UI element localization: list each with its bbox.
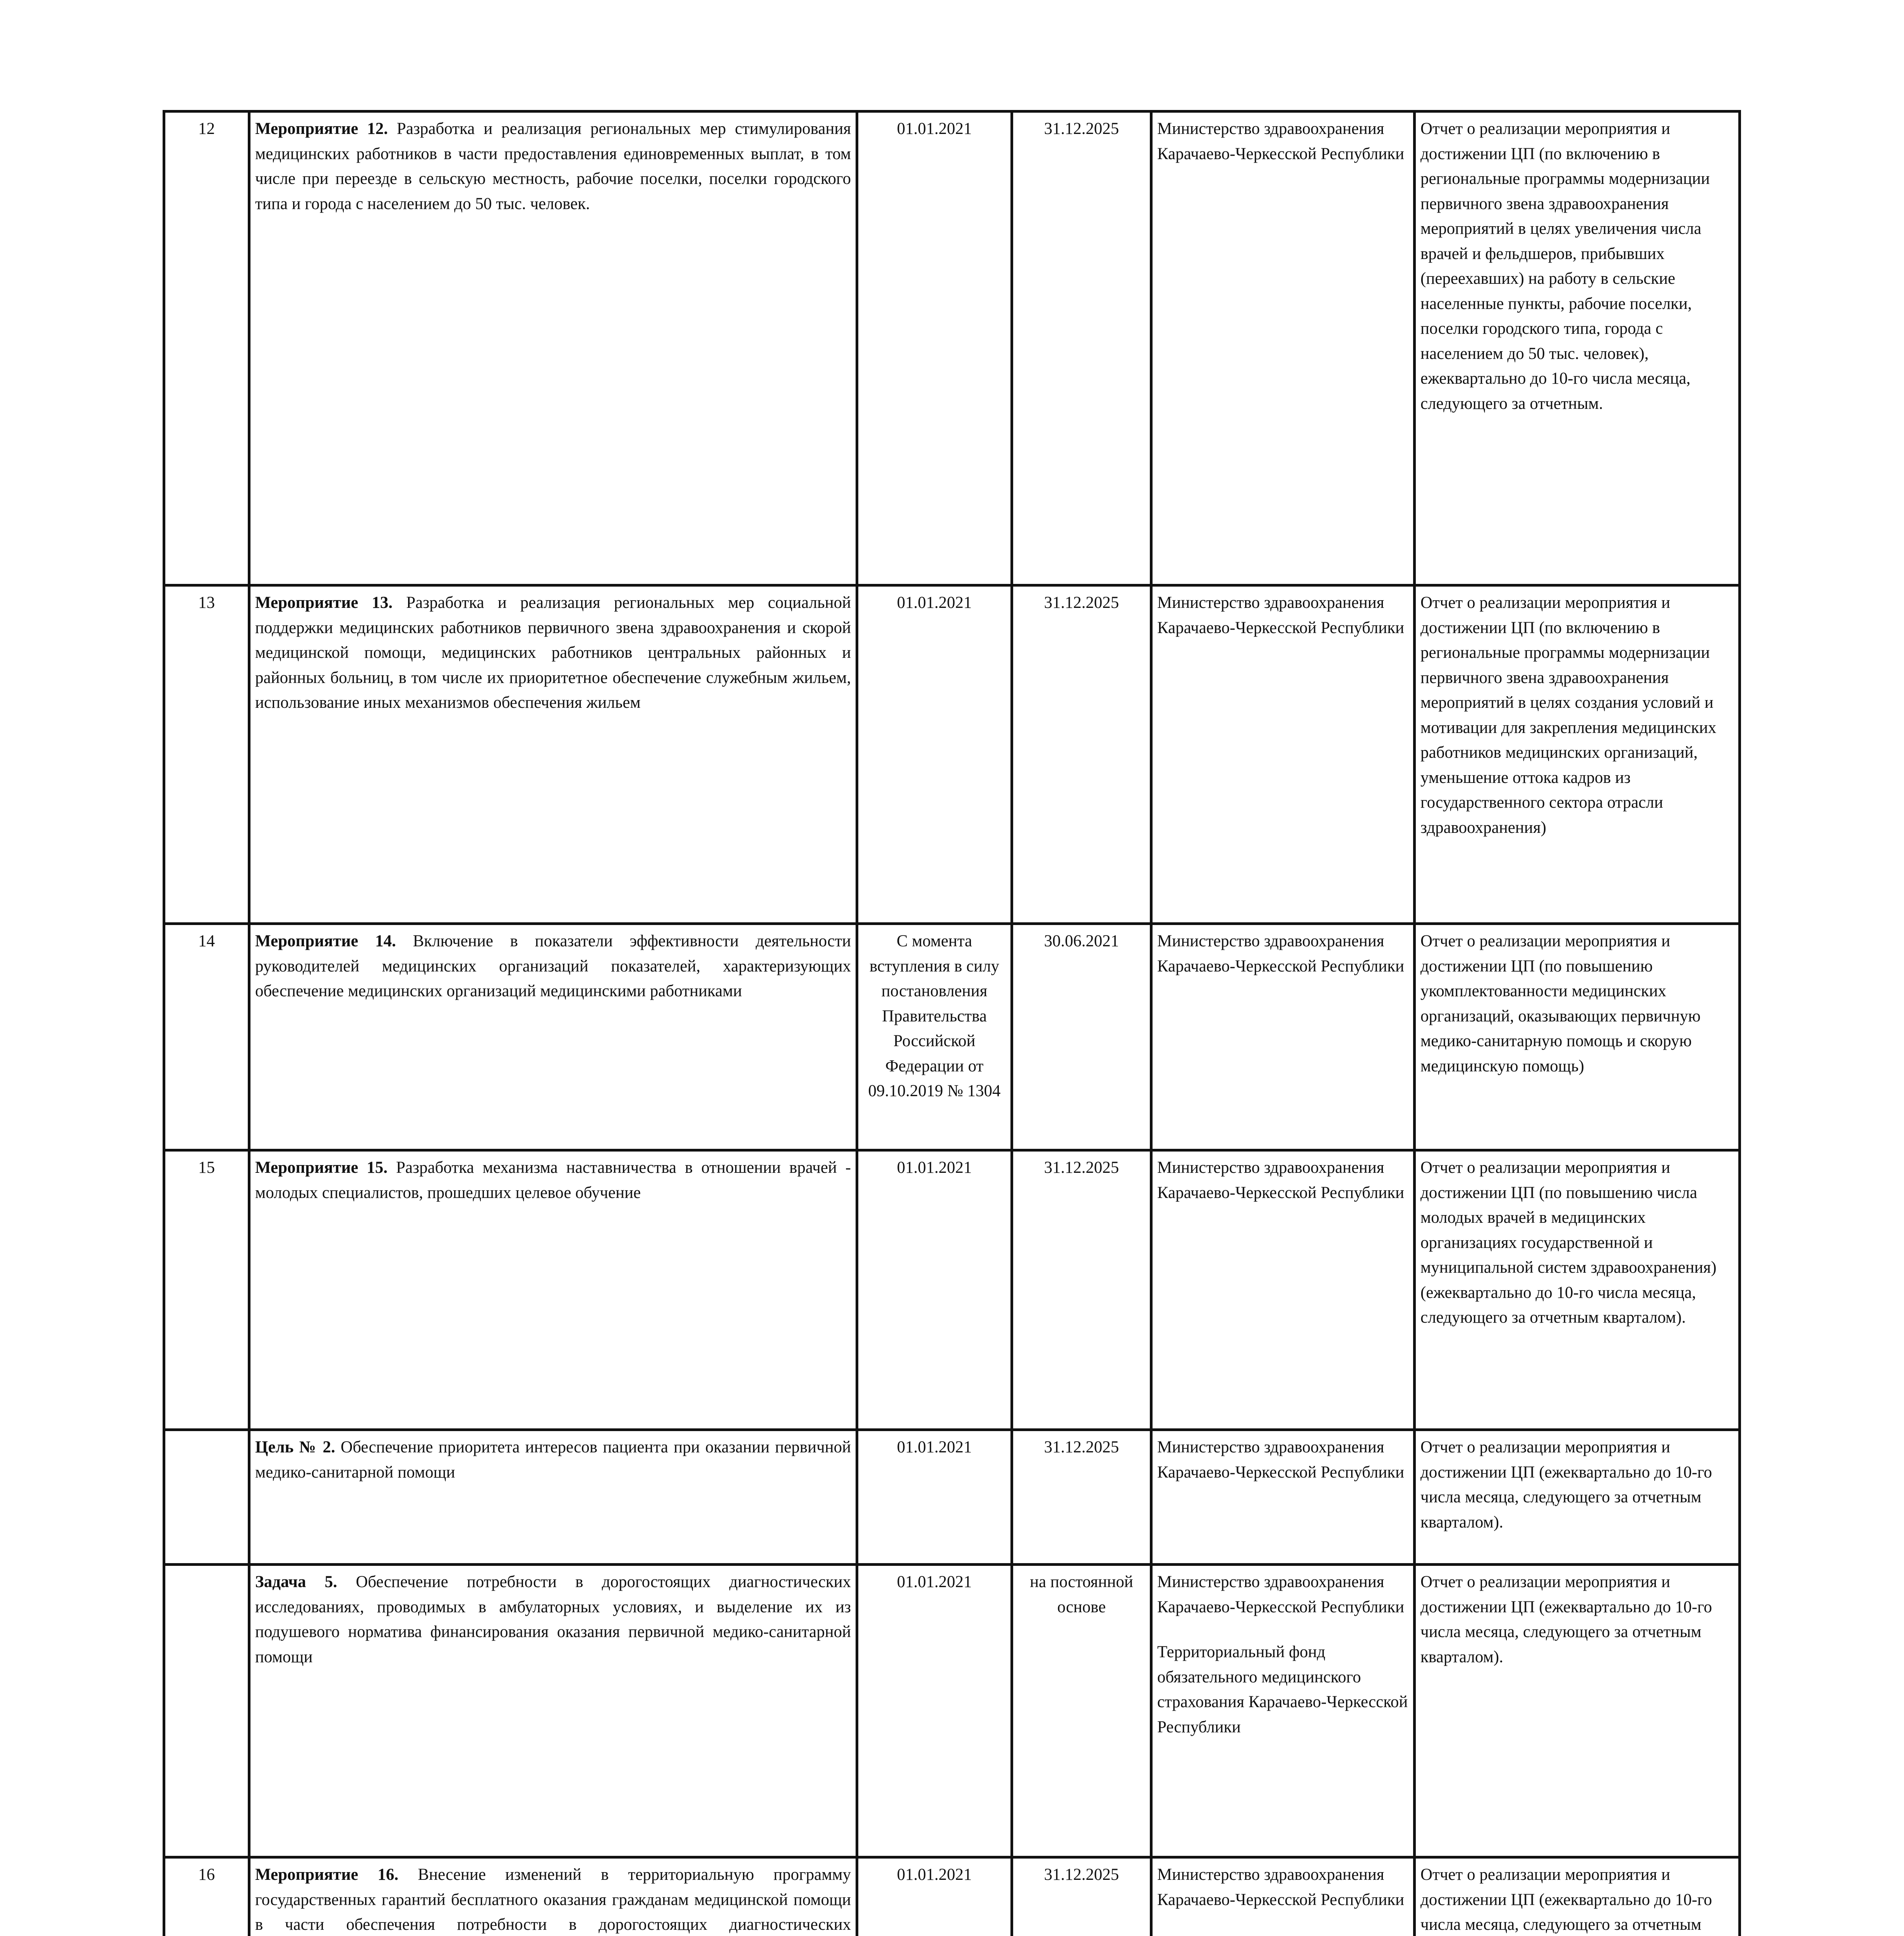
responsible-executor	[1151, 1430, 1415, 1565]
expected-result: Отчет о реализации мероприятия и достижении ЦП (ежеквартально до 10-го числа месяца, следующего за отчетным кварталом).	[1415, 1430, 1740, 1565]
activity-text: Разработка и реализация региональных мер стимулирования медицинских работников в части предоставления единовременных выплат, в том числе при переезде в сельскую местность, рабочие поселки, поселки городского типа и города с населением до 50 тыс. человек.	[255, 120, 851, 213]
expected-result: Отчет о реализации мероприятия и достижении ЦП (по включению в региональные программы модернизации первичного звена здравоохранения мероприятий в целях увеличения числа врачей и фельдшеров, прибывших (переехавших) на работу в сельские населенные пункты, рабочие поселки, поселки городского типа, города с населением до 50 тыс. человек), ежеквартально до 10-го числа месяца, следующего за отчетным.	[1415, 112, 1740, 585]
expected-result: Отчет о реализации мероприятия и достижении ЦП (ежеквартально до 10-го числа месяца, следующего за отчетным кварталом).	[1415, 1565, 1740, 1857]
table-row	[164, 112, 1740, 585]
row-number	[164, 1430, 249, 1565]
spacer	[1157, 1620, 1408, 1640]
table-row	[164, 1430, 1740, 1565]
activity-description	[249, 924, 857, 1150]
responsible-primary: Министерство здравоохранения Карачаево-Черкесской Республики	[1157, 120, 1405, 163]
start-date: 01.01.2021	[857, 1565, 1012, 1857]
responsible-primary: Министерство здравоохранения Карачаево-Черкесской Республики	[1157, 932, 1405, 975]
expected-result: Отчет о реализации мероприятия и достижении ЦП (по повышению числа молодых врачей в медицинских организациях государственной и муниципальной систем здравоохранения) (ежеквартально до 10-го числа месяца, следующего за отчетным кварталом).	[1415, 1150, 1740, 1430]
responsible-primary: Министерство здравоохранения Карачаево-Черкесской Республики	[1157, 1866, 1405, 1909]
end-date: 31.12.2025	[1012, 1857, 1151, 1936]
responsible-executor	[1151, 924, 1415, 1150]
start-date: 01.01.2021	[857, 1150, 1012, 1430]
end-date: 31.12.2025	[1012, 585, 1151, 924]
row-number: 13	[164, 585, 249, 924]
activity-label: Мероприятие 12.	[255, 120, 388, 138]
end-date: 31.12.2025	[1012, 1430, 1151, 1565]
activity-description	[249, 585, 857, 924]
activity-text: Разработка механизма наставничества в отношении врачей - молодых специалистов, прошедших целевое обучение	[255, 1159, 851, 1202]
expected-result: Отчет о реализации мероприятия и достижении ЦП (по включению в региональные программы модернизации первичного звена здравоохранения мероприятий в целях создания условий и мотивации для закрепления медицинских работников медицинских организаций, уменьшение оттока кадров из государственного сектора отрасли здравоохранения)	[1415, 585, 1740, 924]
responsible-executor	[1151, 585, 1415, 924]
activity-description	[249, 112, 857, 585]
start-date: С момента вступления в силу постановления Правительства Российской Федерации от 09.10.2019 № 1304	[857, 924, 1012, 1150]
goal-text: Обеспечение приоритета интересов пациента при оказании первичной медико-санитарной помощи	[255, 1438, 851, 1481]
spacer	[1157, 1912, 1408, 1933]
activity-label: Мероприятие 16.	[255, 1866, 399, 1884]
expected-result: Отчет о реализации мероприятия и достижении ЦП (ежеквартально до 10-го числа месяца, следующего за отчетным	[1415, 1857, 1740, 1936]
start-date: 01.01.2021	[857, 1430, 1012, 1565]
end-date: 30.06.2021	[1012, 924, 1151, 1150]
activity-description	[249, 1150, 857, 1430]
activity-label: Мероприятие 14.	[255, 932, 396, 950]
responsible-primary: Министерство здравоохранения Карачаево-Черкесской Республики	[1157, 594, 1405, 637]
expected-result: Отчет о реализации мероприятия и достижении ЦП (по повышению укомплектованности медицинских организаций, оказывающих первичную медико-санитарную помощь и скорую медицинскую помощь)	[1415, 924, 1740, 1150]
row-number: 15	[164, 1150, 249, 1430]
row-number: 16	[164, 1857, 249, 1936]
responsible-executor	[1151, 112, 1415, 585]
start-date: 01.01.2021	[857, 1857, 1012, 1936]
table-row	[164, 924, 1740, 1150]
activity-label: Мероприятие 15.	[255, 1159, 388, 1177]
end-date: на постоянной основе	[1012, 1565, 1151, 1857]
row-number	[164, 1565, 249, 1857]
end-date: 31.12.2025	[1012, 1150, 1151, 1430]
row-number: 12	[164, 112, 249, 585]
start-date: 01.01.2021	[857, 112, 1012, 585]
table-row	[164, 1150, 1740, 1430]
start-date: 01.01.2021	[857, 585, 1012, 924]
activity-text: Внесение изменений в территориальную программу государственных гарантий бесплатного оказания гражданам медицинской помощи в части обеспечения потребности в дорогостоящих диагностических	[255, 1866, 851, 1934]
responsible-primary: Министерство здравоохранения Карачаево-Черкесской Республики	[1157, 1438, 1405, 1481]
goal-label: Цель № 2.	[255, 1438, 335, 1456]
table-row	[164, 1857, 1740, 1936]
row-number: 14	[164, 924, 249, 1150]
activity-text: Разработка и реализация региональных мер социальной поддержки медицинских работников первичного звена здравоохранения и скорой медицинской помощи, медицинских работников центральных районных и районных больниц, в том числе их приоритетное обеспечение служебным жильем, использование иных механизмов обеспечения жильем	[255, 594, 851, 712]
responsible-primary: Министерство здравоохранения Карачаево-Черкесской Республики	[1157, 1573, 1405, 1616]
activity-description	[249, 1857, 857, 1936]
goal-description	[249, 1430, 857, 1565]
activities-table	[163, 110, 1741, 1936]
task-label: Задача 5.	[255, 1573, 337, 1591]
responsible-secondary: Территориальный фонд обязательного медицинского страхования Карачаево-Черкесской Республики	[1157, 1643, 1408, 1736]
table-row	[164, 1565, 1740, 1857]
activity-text: Включение в показатели эффективности деятельности руководителей медицинских организаций показателей, характеризующих обеспечение медицинских организаций медицинскими работниками	[255, 932, 851, 1000]
responsible-executor	[1151, 1857, 1415, 1936]
task-text: Обеспечение потребности в дорогостоящих диагностических исследованиях, проводимых в амбулаторных условиях, и выделение их из подушевого норматива финансирования оказания первичной медико-санитарной помощи	[255, 1573, 851, 1666]
responsible-executor	[1151, 1150, 1415, 1430]
responsible-executor	[1151, 1565, 1415, 1857]
table-row	[164, 585, 1740, 924]
task-description	[249, 1565, 857, 1857]
end-date: 31.12.2025	[1012, 112, 1151, 585]
activity-label: Мероприятие 13.	[255, 594, 393, 612]
responsible-primary: Министерство здравоохранения Карачаево-Черкесской Республики	[1157, 1159, 1405, 1202]
